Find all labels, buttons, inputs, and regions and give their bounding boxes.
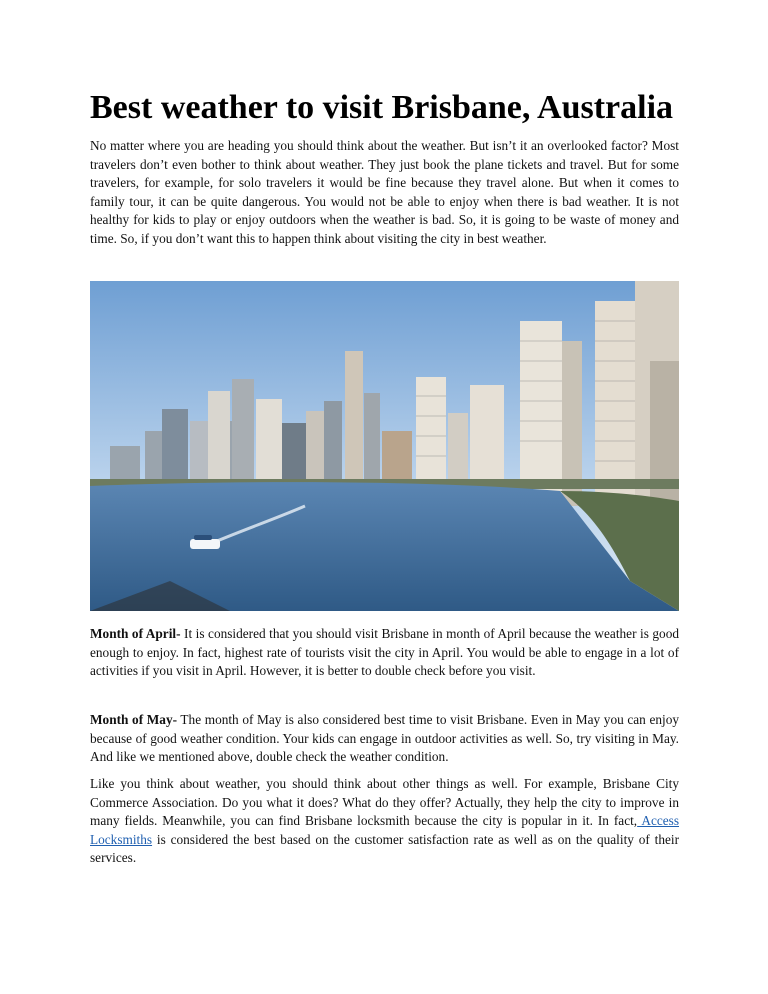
may-text: The month of May is also considered best time to visit Brisbane. Even in May you can enjoy because of good weather condition. Your kids can engage in outdoor activities as well. So, try visiting in May. And like we mentioned above, double check the weather condition. bbox=[90, 712, 679, 765]
access-locksmiths-link[interactable]: Access Locksmiths bbox=[90, 813, 679, 847]
april-text: It is considered that you should visit Brisbane in month of April because the weather is good enough to enjoy. In fact, highest rate of tourists visit the city in April. You would be able to engage in a lot of activities if you visit in April. However, it is better to double check before you visit. bbox=[90, 626, 680, 679]
april-lead: Month of April- bbox=[90, 626, 181, 641]
intro-paragraph: No matter where you are heading you should think about the weather. But isn’t it an overlooked factor? Most travelers don’t even bother to think about weather. They just book the plane tickets and travel. But for some travelers, for example, for solo travelers it would be fine because they travel alone. But when it comes to family tour, it can be quite dangerous. You would not be able to enjoy when there is bad weather. It is not healthy for kids to play or enjoy outdoors when the weather is bad. So, it is going to be waste of money and time. So, if you don’t want this to happen think about visiting the city in best weather. bbox=[90, 138, 679, 246]
may-lead: Month of May- bbox=[90, 712, 178, 727]
brisbane-skyline-photo bbox=[90, 281, 679, 611]
locksmith-text-after: is considered the best based on the customer satisfaction rate as well as on the quality of their services. bbox=[90, 831, 679, 866]
locksmith-paragraph bbox=[90, 775, 679, 868]
locksmith-text-before: Like you think about weather, you should think about other things as well. For example, Brisbane City Commerce Association. Do you what it does? What do they offer? Actually, they help the city to improve in many fields. Meanwhile, you can find Brisbane locksmith because the city is popular in it. In fact, bbox=[90, 776, 679, 829]
may-paragraph bbox=[90, 711, 679, 767]
april-paragraph bbox=[90, 625, 679, 681]
page-title: Best weather to visit Brisbane, Australia bbox=[90, 89, 674, 126]
